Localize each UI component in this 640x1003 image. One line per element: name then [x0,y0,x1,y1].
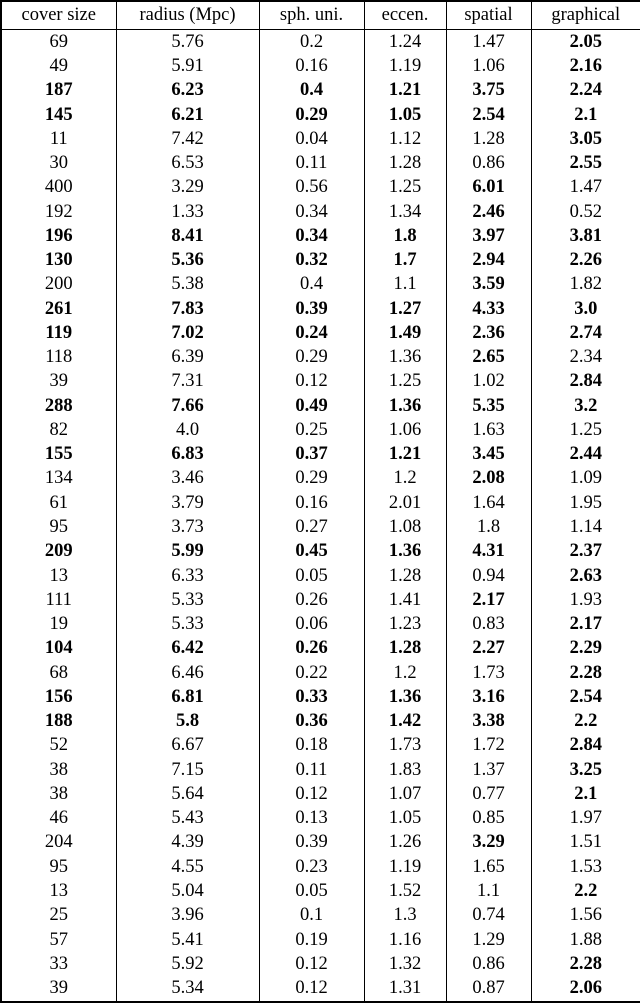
table-cell: 1.07 [364,782,446,806]
table-cell: 0.13 [259,807,364,831]
column-header-eccen: eccen. [364,1,446,30]
table-cell: 5.99 [116,540,259,564]
table-cell: 1.56 [531,904,640,928]
table-cell: 0.39 [259,297,364,321]
table-cell: 0.16 [259,491,364,515]
table-row [1,297,640,321]
table-cell: 0.29 [259,346,364,370]
table-cell: 118 [1,346,116,370]
table-cell: 68 [1,661,116,685]
table-cell: 2.34 [531,346,640,370]
table-cell: 1.06 [446,54,531,78]
table-cell: 3.25 [531,758,640,782]
table-row [1,103,640,127]
table-cell: 0.29 [259,103,364,127]
table-cell: 261 [1,297,116,321]
table-cell: 5.36 [116,248,259,272]
table-cell: 1.27 [364,297,446,321]
table-cell: 38 [1,782,116,806]
table-cell: 1.65 [446,855,531,879]
table-cell: 61 [1,491,116,515]
table-cell: 3.73 [116,515,259,539]
table-cell: 6.83 [116,443,259,467]
table-cell: 3.29 [116,176,259,200]
table-cell: 6.21 [116,103,259,127]
table-cell: 1.28 [364,637,446,661]
table-cell: 2.65 [446,346,531,370]
table-cell: 1.32 [364,952,446,976]
table-cell: 2.01 [364,491,446,515]
table-row [1,127,640,151]
table-row [1,540,640,564]
table-cell: 0.74 [446,904,531,928]
table-cell: 1.23 [364,612,446,636]
table-cell: 0.27 [259,515,364,539]
table-cell: 3.96 [116,904,259,928]
table-cell: 1.52 [364,879,446,903]
table-cell: 0.34 [259,224,364,248]
table-cell: 1.21 [364,79,446,103]
table-cell: 82 [1,418,116,442]
table-cell: 0.45 [259,540,364,564]
table-row [1,79,640,103]
table-cell: 2.36 [446,321,531,345]
table-cell: 1.16 [364,928,446,952]
table-cell: 1.09 [531,467,640,491]
table-cell: 0.77 [446,782,531,806]
table-cell: 2.55 [531,151,640,175]
table-cell: 0.26 [259,588,364,612]
table-cell: 6.01 [446,176,531,200]
table-cell: 2.54 [531,685,640,709]
table-cell: 7.42 [116,127,259,151]
table-cell: 1.53 [531,855,640,879]
table-cell: 1.41 [364,588,446,612]
table-cell: 0.34 [259,200,364,224]
table-cell: 0.52 [531,200,640,224]
table-cell: 2.84 [531,734,640,758]
table-row [1,685,640,709]
table-row [1,952,640,976]
table-cell: 5.35 [446,394,531,418]
table-cell: 2.37 [531,540,640,564]
table-cell: 6.53 [116,151,259,175]
table-cell: 30 [1,151,116,175]
table-row [1,176,640,200]
table-cell: 25 [1,904,116,928]
table-cell: 95 [1,855,116,879]
table-cell: 0.36 [259,710,364,734]
table-cell: 0.87 [446,976,531,1002]
table-cell: 39 [1,370,116,394]
table-cell: 0.83 [446,612,531,636]
table-cell: 0.06 [259,612,364,636]
table-cell: 0.49 [259,394,364,418]
table-cell: 1.14 [531,515,640,539]
table-cell: 8.41 [116,224,259,248]
table-cell: 6.33 [116,564,259,588]
table-cell: 6.46 [116,661,259,685]
table-row [1,904,640,928]
table-row [1,758,640,782]
table-cell: 2.16 [531,54,640,78]
table-cell: 2.28 [531,952,640,976]
table-row [1,151,640,175]
table-row [1,443,640,467]
table-cell: 1.25 [531,418,640,442]
table-row [1,394,640,418]
table-cell: 0.24 [259,321,364,345]
table-cell: 104 [1,637,116,661]
table-row [1,637,640,661]
table-cell: 2.54 [446,103,531,127]
table-cell: 2.26 [531,248,640,272]
table-row [1,831,640,855]
table-body [1,30,640,1003]
table-cell: 1.25 [364,176,446,200]
table-cell: 2.24 [531,79,640,103]
table-cell: 1.06 [364,418,446,442]
table-cell: 1.47 [446,30,531,55]
table-cell: 39 [1,976,116,1002]
table-row [1,564,640,588]
table-cell: 95 [1,515,116,539]
table-cell: 1.36 [364,685,446,709]
table-cell: 69 [1,30,116,55]
table-cell: 1.28 [364,151,446,175]
table-cell: 6.23 [116,79,259,103]
table-cell: 4.33 [446,297,531,321]
table-cell: 1.88 [531,928,640,952]
table-row [1,734,640,758]
table-cell: 119 [1,321,116,345]
table-cell: 7.31 [116,370,259,394]
table-cell: 400 [1,176,116,200]
table-cell: 187 [1,79,116,103]
table-cell: 3.79 [116,491,259,515]
table-cell: 3.75 [446,79,531,103]
table-cell: 2.44 [531,443,640,467]
table-cell: 5.92 [116,952,259,976]
table-cell: 0.56 [259,176,364,200]
table-cell: 288 [1,394,116,418]
table-cell: 2.29 [531,637,640,661]
table-cell: 3.16 [446,685,531,709]
table-cell: 196 [1,224,116,248]
table-cell: 1.19 [364,54,446,78]
table-cell: 0.18 [259,734,364,758]
table-cell: 1.34 [364,200,446,224]
table-cell: 7.15 [116,758,259,782]
table-cell: 1.26 [364,831,446,855]
table-cell: 0.12 [259,370,364,394]
table-cell: 0.37 [259,443,364,467]
table-cell: 209 [1,540,116,564]
table-cell: 5.91 [116,54,259,78]
table-cell: 5.64 [116,782,259,806]
table-row [1,248,640,272]
table-cell: 3.29 [446,831,531,855]
table-cell: 192 [1,200,116,224]
table-cell: 13 [1,879,116,903]
table-cell: 1.1 [446,879,531,903]
table-cell: 2.2 [531,710,640,734]
table-cell: 5.43 [116,807,259,831]
table-cell: 0.12 [259,782,364,806]
table-cell: 2.17 [446,588,531,612]
table-cell: 1.33 [116,200,259,224]
table-cell: 4.55 [116,855,259,879]
table-cell: 3.45 [446,443,531,467]
table-cell: 204 [1,831,116,855]
table-cell: 0.11 [259,151,364,175]
column-header-spatial: spatial [446,1,531,30]
table-cell: 188 [1,710,116,734]
table-cell: 1.97 [531,807,640,831]
table-cell: 1.36 [364,394,446,418]
table-cell: 46 [1,807,116,831]
table-cell: 1.08 [364,515,446,539]
table-cell: 1.63 [446,418,531,442]
table-cell: 0.33 [259,685,364,709]
table-cell: 2.1 [531,782,640,806]
table-cell: 2.06 [531,976,640,1002]
table-cell: 1.73 [446,661,531,685]
table-cell: 2.84 [531,370,640,394]
table-cell: 13 [1,564,116,588]
table-cell: 6.67 [116,734,259,758]
table-cell: 7.66 [116,394,259,418]
table-row [1,273,640,297]
table-cell: 0.1 [259,904,364,928]
table-cell: 3.97 [446,224,531,248]
table-cell: 0.4 [259,79,364,103]
table-cell: 0.25 [259,418,364,442]
table-cell: 1.83 [364,758,446,782]
table-cell: 5.41 [116,928,259,952]
table-cell: 1.73 [364,734,446,758]
table-cell: 2.05 [531,30,640,55]
table-cell: 49 [1,54,116,78]
table-cell: 1.51 [531,831,640,855]
table-row [1,467,640,491]
table-cell: 0.85 [446,807,531,831]
table-cell: 1.19 [364,855,446,879]
table-cell: 1.42 [364,710,446,734]
table-cell: 0.11 [259,758,364,782]
table-row [1,370,640,394]
table-cell: 1.2 [364,661,446,685]
table-cell: 3.05 [531,127,640,151]
table-cell: 0.29 [259,467,364,491]
table-cell: 1.36 [364,540,446,564]
table-cell: 0.22 [259,661,364,685]
header-row [1,1,640,30]
table-cell: 0.05 [259,879,364,903]
table-row [1,200,640,224]
table-cell: 1.36 [364,346,446,370]
table-row [1,612,640,636]
table-cell: 2.08 [446,467,531,491]
table-cell: 1.82 [531,273,640,297]
table-cell: 2.27 [446,637,531,661]
table-cell: 1.72 [446,734,531,758]
table-cell: 0.16 [259,54,364,78]
table-cell: 1.2 [364,467,446,491]
table-row [1,661,640,685]
table-cell: 1.02 [446,370,531,394]
table-cell: 2.46 [446,200,531,224]
table-cell: 57 [1,928,116,952]
table-cell: 7.02 [116,321,259,345]
table-cell: 2.63 [531,564,640,588]
table-cell: 1.29 [446,928,531,952]
table-cell: 1.21 [364,443,446,467]
table-cell: 2.1 [531,103,640,127]
table-cell: 1.3 [364,904,446,928]
table-row [1,710,640,734]
table-cell: 11 [1,127,116,151]
table-cell: 6.42 [116,637,259,661]
table-cell: 0.86 [446,151,531,175]
table-cell: 0.2 [259,30,364,55]
table-cell: 0.86 [446,952,531,976]
table-row [1,321,640,345]
table-cell: 1.05 [364,103,446,127]
table-cell: 1.12 [364,127,446,151]
table-cell: 5.34 [116,976,259,1002]
table-cell: 1.47 [531,176,640,200]
table-cell: 19 [1,612,116,636]
table-cell: 5.33 [116,612,259,636]
table-cell: 0.26 [259,637,364,661]
table-row [1,515,640,539]
table-cell: 0.12 [259,952,364,976]
table-cell: 5.38 [116,273,259,297]
table-cell: 3.38 [446,710,531,734]
table-row [1,879,640,903]
table-cell: 5.04 [116,879,259,903]
table-cell: 1.8 [364,224,446,248]
table-cell: 1.95 [531,491,640,515]
table-row [1,588,640,612]
table-cell: 7.83 [116,297,259,321]
table-cell: 1.31 [364,976,446,1002]
table-cell: 2.74 [531,321,640,345]
table-cell: 134 [1,467,116,491]
table-cell: 1.25 [364,370,446,394]
table-cell: 1.05 [364,807,446,831]
table-cell: 156 [1,685,116,709]
table-row [1,491,640,515]
table-cell: 0.23 [259,855,364,879]
table-cell: 4.39 [116,831,259,855]
table-cell: 1.1 [364,273,446,297]
table-cell: 6.39 [116,346,259,370]
table-cell: 4.31 [446,540,531,564]
column-header-sph-uni: sph. uni. [259,1,364,30]
table-cell: 1.28 [364,564,446,588]
table-cell: 3.2 [531,394,640,418]
table-row [1,224,640,248]
table-cell: 111 [1,588,116,612]
table-row [1,54,640,78]
table-row [1,30,640,55]
table-cell: 0.19 [259,928,364,952]
table-cell: 2.2 [531,879,640,903]
table-cell: 3.46 [116,467,259,491]
table-cell: 145 [1,103,116,127]
table-cell: 3.81 [531,224,640,248]
table-cell: 0.4 [259,273,364,297]
column-header-cover-size: cover size [1,1,116,30]
table-row [1,976,640,1002]
table-row [1,346,640,370]
table-cell: 33 [1,952,116,976]
table-cell: 2.94 [446,248,531,272]
table-header [1,1,640,30]
table-row [1,807,640,831]
table-cell: 0.12 [259,976,364,1002]
table-cell: 0.04 [259,127,364,151]
table-row [1,928,640,952]
table-cell: 1.93 [531,588,640,612]
table-cell: 1.24 [364,30,446,55]
table-cell: 52 [1,734,116,758]
table-cell: 4.0 [116,418,259,442]
table-cell: 1.8 [446,515,531,539]
table-cell: 5.8 [116,710,259,734]
column-header-graphical: graphical [531,1,640,30]
table-cell: 1.64 [446,491,531,515]
table-cell: 5.33 [116,588,259,612]
column-header-radius-mpc: radius (Mpc) [116,1,259,30]
table-cell: 3.59 [446,273,531,297]
table-cell: 1.7 [364,248,446,272]
table-cell: 130 [1,248,116,272]
table-cell: 1.49 [364,321,446,345]
table-cell: 2.17 [531,612,640,636]
table-cell: 5.76 [116,30,259,55]
table-row [1,418,640,442]
table-cell: 0.05 [259,564,364,588]
table-cell: 0.32 [259,248,364,272]
table-cell: 2.28 [531,661,640,685]
table-cell: 3.0 [531,297,640,321]
table-row [1,855,640,879]
table-cell: 0.39 [259,831,364,855]
table-cell: 1.37 [446,758,531,782]
table-cell: 6.81 [116,685,259,709]
table-cell: 1.28 [446,127,531,151]
table-cell: 0.94 [446,564,531,588]
table-cell: 155 [1,443,116,467]
table-cell: 38 [1,758,116,782]
table-cell: 200 [1,273,116,297]
table-row [1,782,640,806]
